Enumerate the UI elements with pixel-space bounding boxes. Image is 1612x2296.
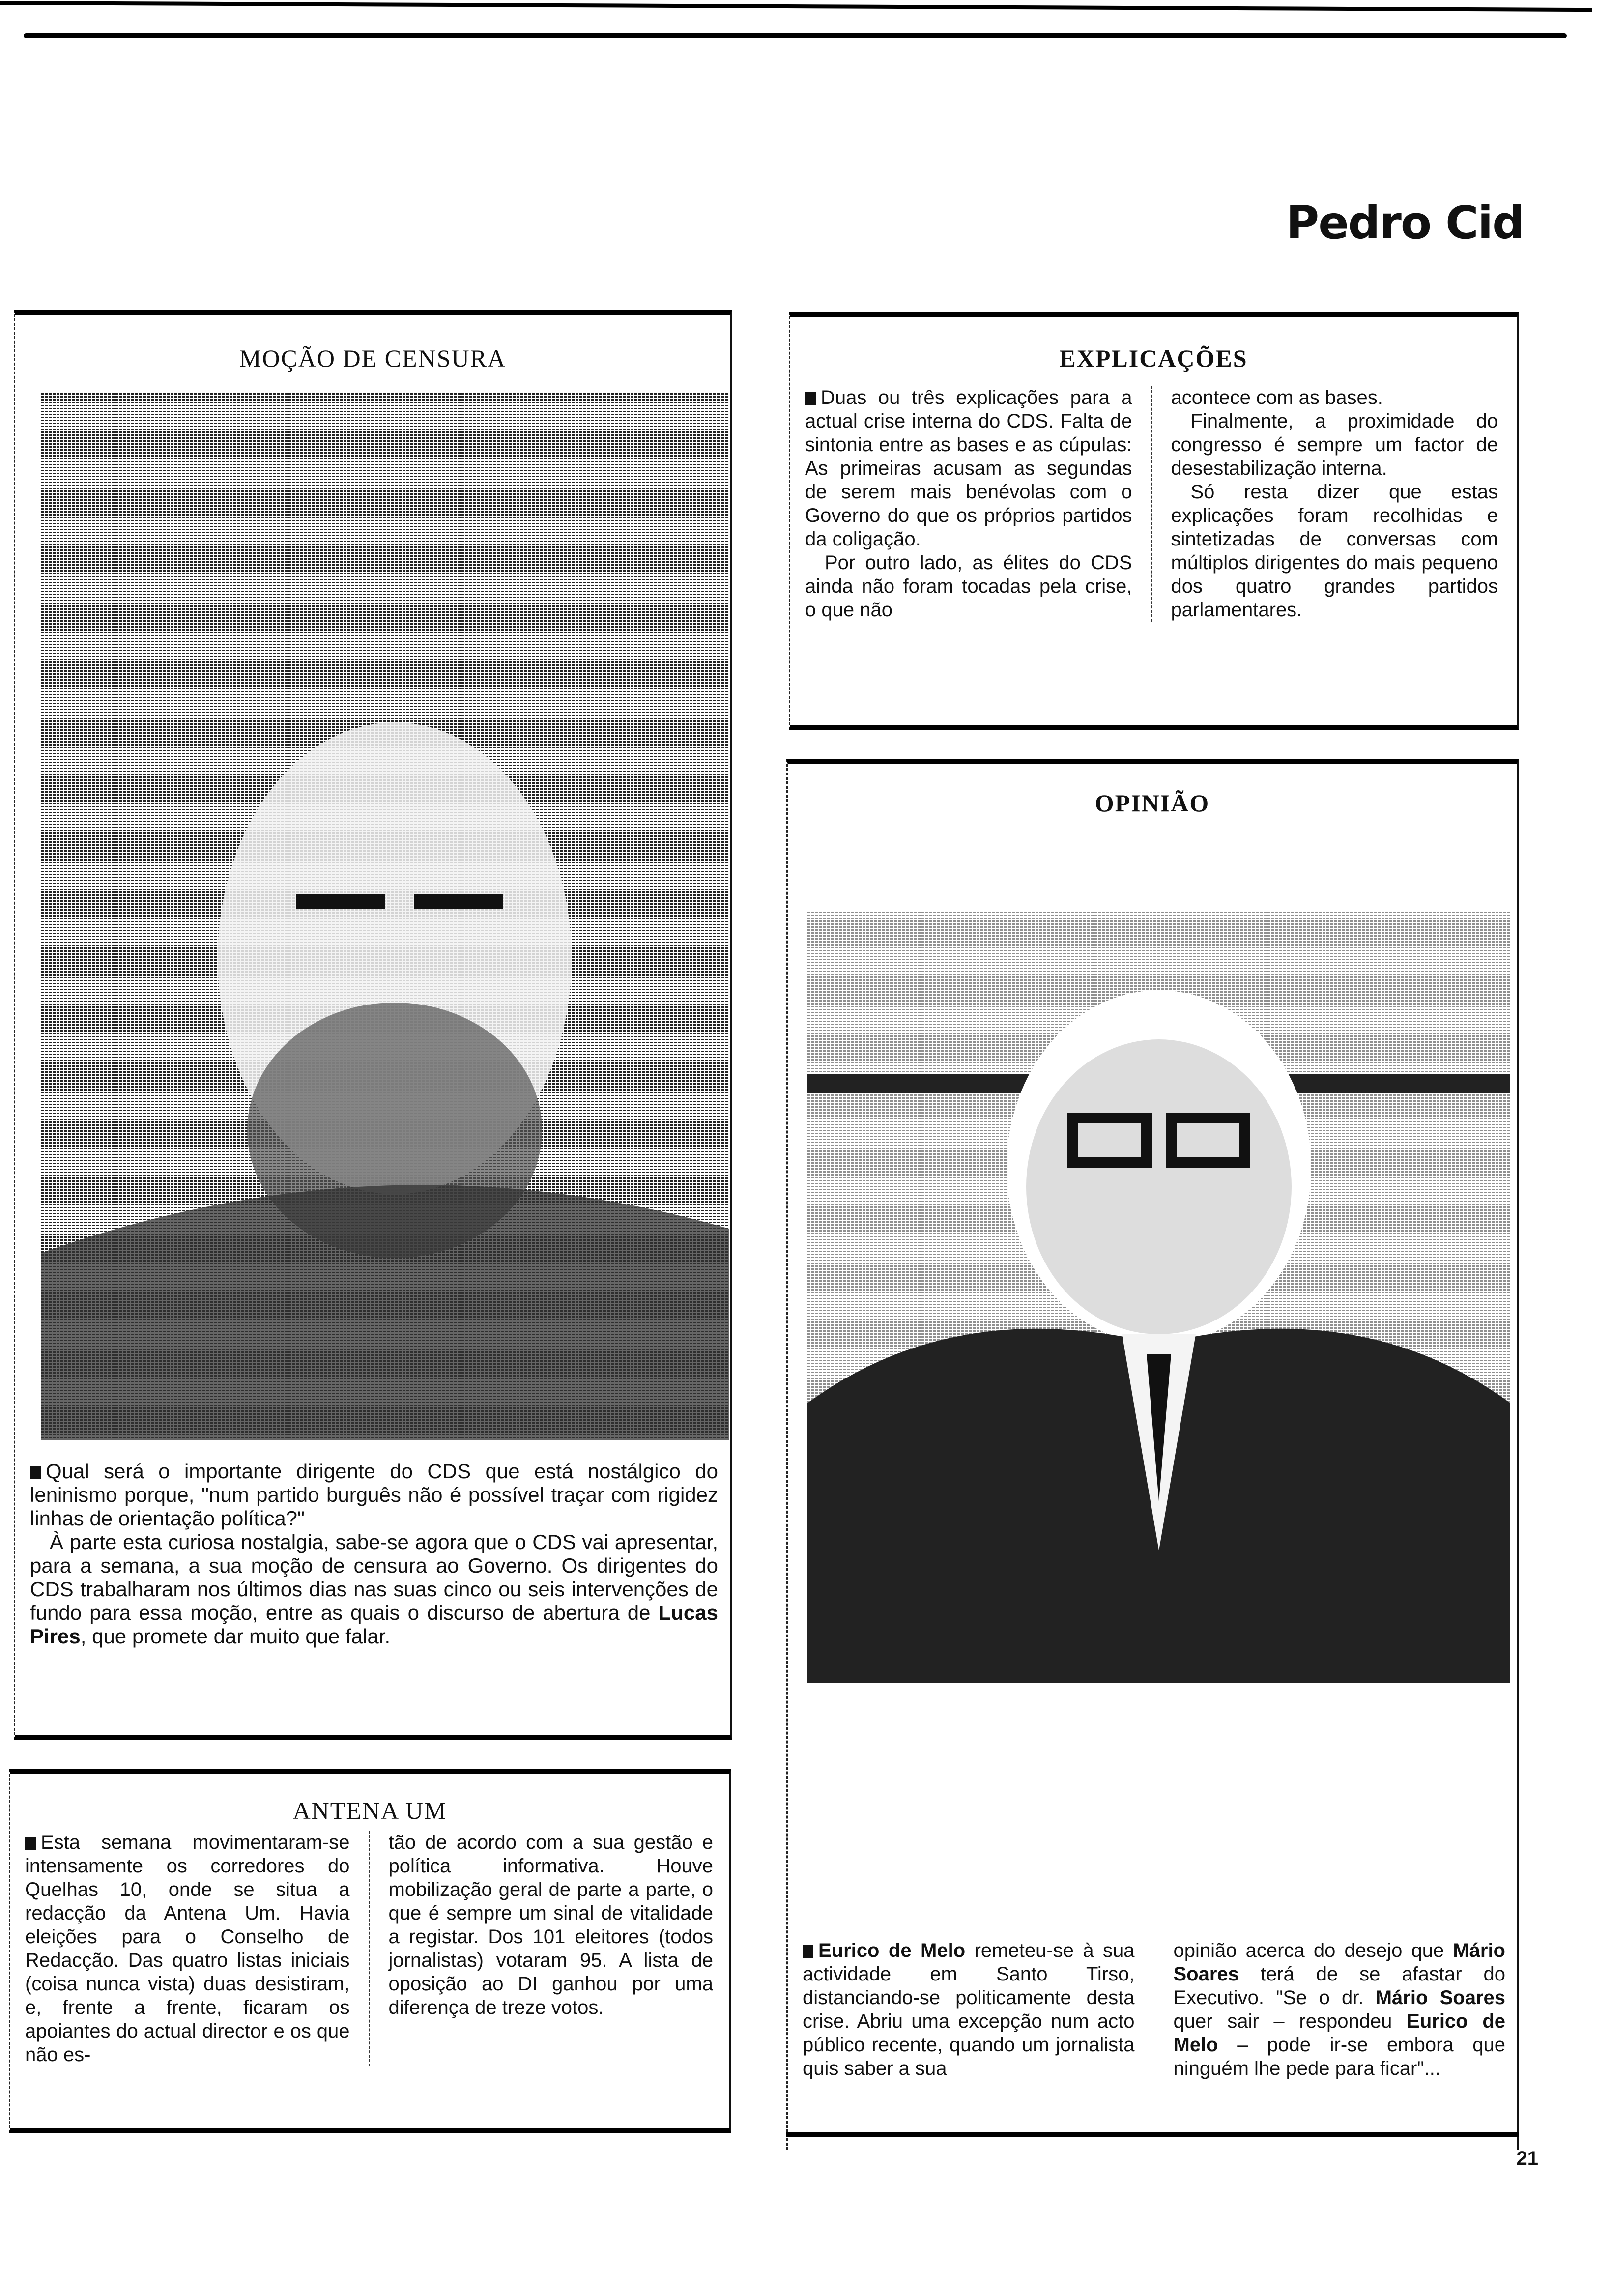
article-title: OPINIÃO — [1094, 789, 1210, 817]
name-lucas-pires: Lucas Pires — [30, 1601, 718, 1648]
column-1: Esta semana movimentaram-se intensamente os corredores do Quelhas 10, onde se situa a redacção da Antena Um. Havia eleições para o Conselho de Redacção. Das quatro listas iniciais (coisa nunca vista) duas desistiram, e, frente a frente, ficaram os apoiantes do actual director e os que não es- — [25, 1832, 350, 2066]
portrait-image-icon — [807, 912, 1510, 1683]
portrait-photo — [41, 393, 729, 1440]
article-mocao-de-censura — [14, 310, 732, 1740]
bullet-square-icon — [805, 392, 816, 405]
paragraph-2: À parte esta curiosa nostalgia, sabe-se agora que o CDS vai apresentar, para a semana, a sua moção de censura ao Governo. Os dirigentes do CDS trabalharam nos últimos dias nas suas cinco ou seis intervenções de fundo para essa moção, entre as quais o discurso de abertura de Lucas Pires, que promete dar muito que falar. — [30, 1530, 718, 1648]
article-opiniao — [786, 759, 1519, 2150]
header-rule — [24, 33, 1567, 38]
name-eurico-de-melo: Eurico de Melo — [818, 1940, 966, 1961]
portrait-image-icon — [41, 393, 729, 1440]
portrait-photo — [807, 912, 1510, 1683]
article-columns — [805, 386, 1498, 622]
column-divider — [369, 1831, 370, 2066]
column-divider — [1151, 386, 1152, 622]
paragraph-1: Qual será o importante dirigente do CDS que está nostálgico do leninismo porque, "num partido burguês não é possível traçar com rigidez linhas de orientação política?" — [30, 1460, 718, 1530]
column-1: Eurico de Melo remeteu-se à sua actividade em Santo Tirso, distanciando-se politicamente desta crise. Abriu uma excepção num acto público recente, quando um jornalista quis saber a sua — [803, 1940, 1135, 2079]
article-explicacoes — [789, 312, 1519, 730]
article-antena-um — [9, 1769, 731, 2133]
column-1: Duas ou três explicações para a actual crise interna do CDS. Falta de sintonia entre as bases e as cúpulas: As primeiras acusam as segundas de serem mais benévolas com o Governo do que os próprios partidos da coligação. Por outro lado, as élites do CDS ainda não foram tocadas pela crise, o que não — [805, 387, 1132, 621]
article-title: EXPLICAÇÕES — [1059, 344, 1248, 372]
opiniao-bottom-rule — [786, 2132, 1519, 2137]
article-title: ANTENA UM — [292, 1797, 447, 1824]
column-2: opinião acerca do desejo que Mário Soares terá de se afastar do Executivo. "Se o dr. Mário Soares quer sair – respondeu Eurico de Melo – pode ir-se embora que ninguém lhe pede para ficar"... — [1173, 1940, 1506, 2079]
column-2: tão de acordo com a sua gestão e política informativa. Houve mobilização geral de parte a parte, o que é sempre um sinal de vitalidade a registar. Dos 101 eleitores (todos jornalistas) votaram 95. A lista de oposição ao DI ganhou por uma diferença de treze votos. — [388, 1832, 713, 2018]
page-number: 21 — [1516, 2148, 1538, 2169]
column-2: acontece com as bases. Finalmente, a proximidade do congresso é sempre um factor de desestabilização interna. Só resta dizer que estas explicações foram recolhidas e sintetizadas de conversas com múltiplos dirigentes do mais pequeno dos quatro grandes partidos parlamentares. — [1171, 387, 1498, 621]
bullet-square-icon — [30, 1466, 41, 1479]
article-columns — [803, 1939, 1505, 2080]
top-border-rule — [0, 1, 1592, 12]
bullet-square-icon — [803, 1945, 813, 1958]
article-body — [30, 1460, 718, 1648]
author-byline: Pedro Cid — [1286, 197, 1524, 249]
bullet-square-icon — [25, 1837, 36, 1850]
column-divider — [1153, 1939, 1155, 2080]
article-title: MOÇÃO DE CENSURA — [239, 344, 507, 372]
article-columns — [25, 1831, 713, 2066]
